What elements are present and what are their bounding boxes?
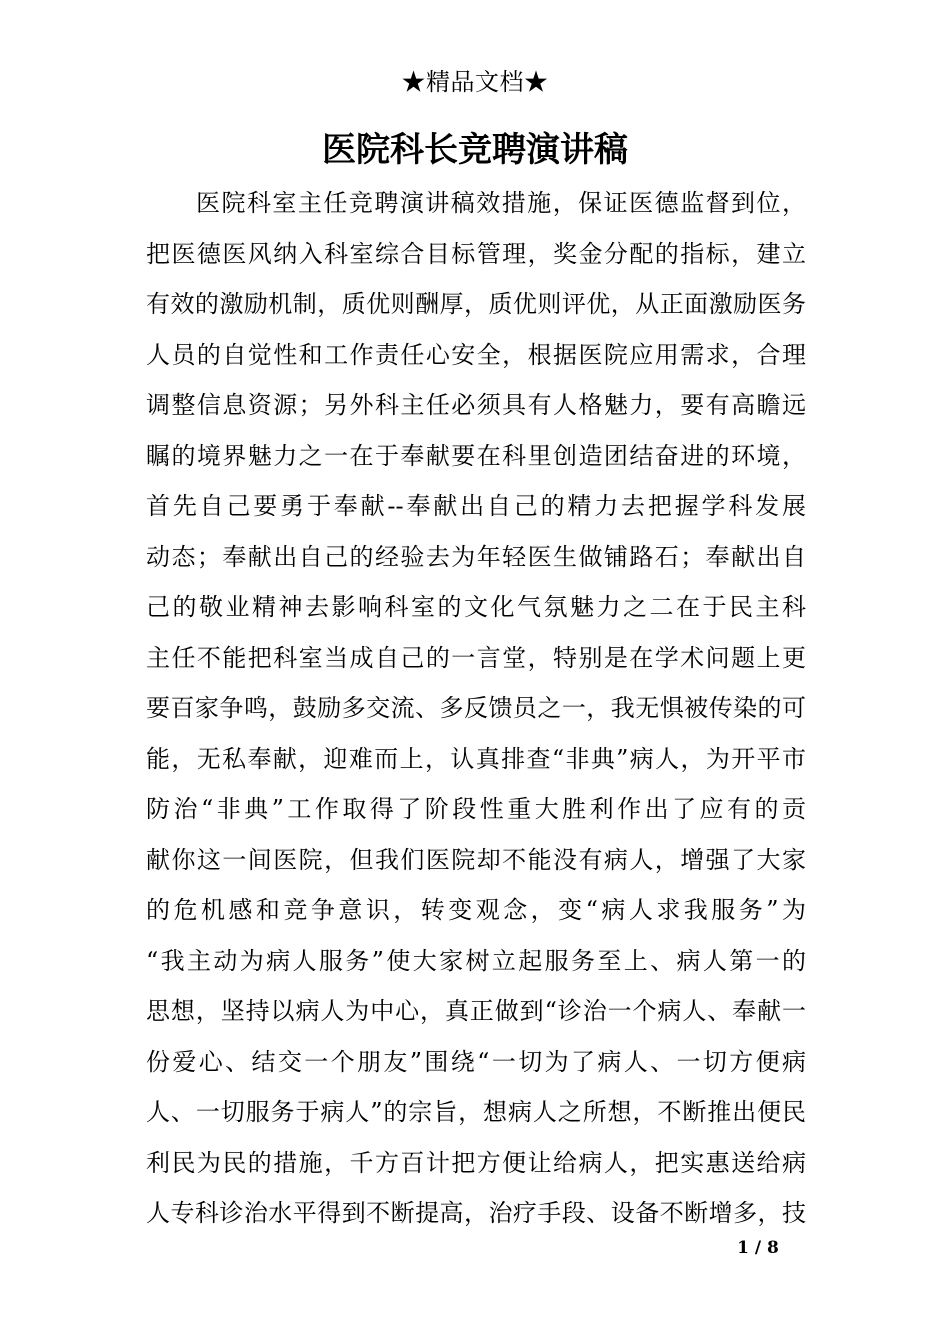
body-line: 主任不能把科室当成自己的一言堂，特别是在学术问题上更 — [146, 643, 806, 672]
body-text — [146, 178, 806, 1239]
header-mark: ★精品文档★ — [401, 68, 549, 96]
document-title: 医院科长竞聘演讲稿 — [322, 130, 628, 170]
body-line: 人专科诊治水平得到不断提高，治疗手段、设备不断增多，技 — [146, 1199, 806, 1227]
body-line: 思想，坚持以病人为中心，真正做到“诊治一个病人、奉献一 — [146, 997, 806, 1025]
body-line: 首先自己要勇于奉献--奉献出自己的精力去把握学科发展 — [146, 492, 806, 520]
body-line: 利民为民的措施，千方百计把方便让给病人，把实惠送给病 — [146, 1148, 806, 1177]
body-line: 献你这一间医院，但我们医院却不能没有病人，增强了大家 — [146, 845, 806, 874]
body-line: 人、一切服务于病人”的宗旨，想病人之所想，不断推出便民 — [146, 1098, 806, 1126]
page-number: 1 / 8 — [737, 1238, 779, 1258]
body-line: 有效的激励机制，质优则酬厚，质优则评优，从正面激励医务 — [146, 290, 806, 318]
body-line: 人员的自觉性和工作责任心安全，根据医院应用需求，合理 — [146, 340, 806, 369]
body-line: 能，无私奉献，迎难而上，认真排查“非典”病人，为开平市 — [146, 744, 806, 773]
body-line: 医院科室主任竞聘演讲稿效措施，保证医德监督到位， — [196, 189, 806, 217]
body-line: 防治“非典”工作取得了阶段性重大胜利作出了应有的贡 — [146, 795, 806, 823]
body-line: “我主动为病人服务”使大家树立起服务至上、病人第一的 — [146, 946, 806, 975]
body-line: 瞩的境界魅力之一在于奉献要在科里创造团结奋进的环境， — [146, 441, 806, 470]
body-line: 把医德医风纳入科室综合目标管理，奖金分配的指标，建立 — [146, 239, 806, 268]
body-line: 的危机感和竞争意识，转变观念，变“病人求我服务”为 — [146, 896, 806, 924]
body-line: 己的敬业精神去影响科室的文化气氛魅力之二在于民主科 — [146, 593, 806, 621]
body-line: 调整信息资源；另外科主任必须具有人格魅力，要有高瞻远 — [146, 391, 806, 419]
body-line: 动态；奉献出自己的经验去为年轻医生做铺路石；奉献出自 — [146, 542, 806, 571]
body-line: 份爱心、结交一个朋友”围绕“一切为了病人、一切方便病 — [146, 1047, 806, 1076]
body-line: 要百家争鸣，鼓励多交流、多反馈员之一，我无惧被传染的可 — [146, 694, 806, 722]
